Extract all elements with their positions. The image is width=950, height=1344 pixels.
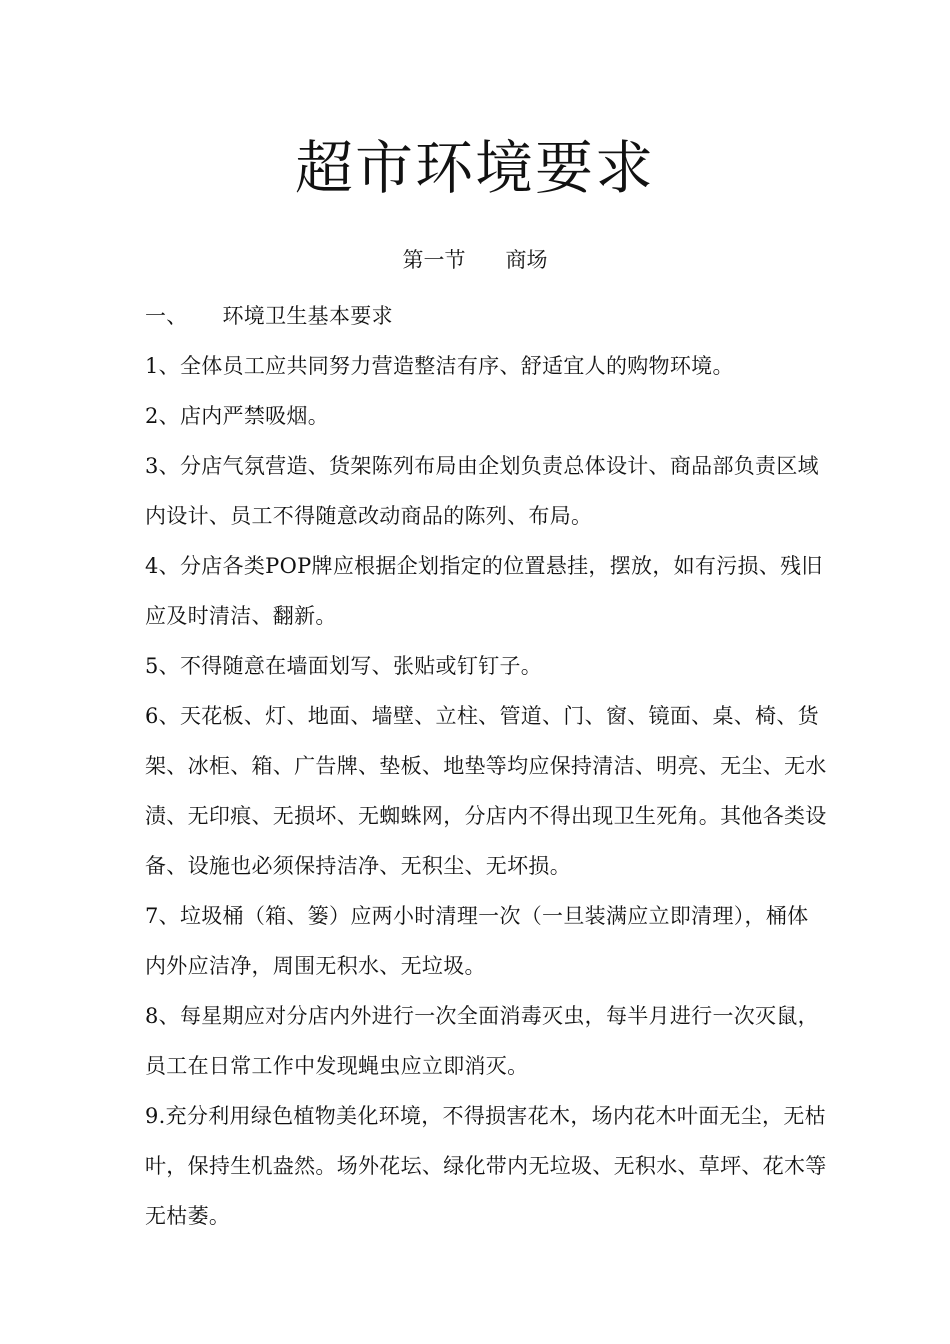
list-item: 2、店内严禁吸烟。 (145, 404, 330, 428)
subsection-heading: 一、 环境卫生基本要求 (145, 304, 393, 328)
list-item: 8、每星期应对分店内外进行一次全面消毒灭虫，每半月进行一次灭鼠，员工在日常工作中发现蝇虫应立即消灭。 (145, 1004, 819, 1078)
document-title: 超市环境要求 (294, 134, 655, 202)
list-item: 4、分店各类POP牌应根据企划指定的位置悬挂，摆放，如有污损、残旧应及时清洁、翻新。 (145, 554, 823, 628)
list-item: 3、分店气氛营造、货架陈列布局由企划负责总体设计、商品部负责区域内设计、员工不得随意改动商品的陈列、布局。 (145, 454, 819, 528)
section-title: 第一节 商场 (402, 248, 548, 272)
list-item: 6、天花板、灯、地面、墙壁、立柱、管道、门、窗、镜面、桌、椅、货架、冰柜、箱、广告牌、垫板、地垫等均应保持清洁、明亮、无尘、无水渍、无印痕、无损坏、无蜘蛛网，分店内不得出现卫生死角。其他各类设备、设施也必须保持洁净、无积尘、无坏损。 (145, 704, 827, 878)
list-item: 9.充分利用绿色植物美化环境，不得损害花木，场内花木叶面无尘，无枯叶，保持生机盎然。场外花坛、绿化带内无垃圾、无积水、草坪、花木等无枯萎。 (145, 1104, 827, 1228)
list-item: 7、垃圾桶（箱、篓）应两小时清理一次（一旦装满应立即清理），桶体内外应洁净，周围无积水、无垃圾。 (145, 904, 809, 978)
list-item: 5、不得随意在墙面划写、张贴或钉钉子。 (145, 654, 543, 678)
document-body (145, 291, 827, 1241)
list-item: 1、全体员工应共同努力营造整洁有序、舒适宜人的购物环境。 (145, 354, 734, 378)
